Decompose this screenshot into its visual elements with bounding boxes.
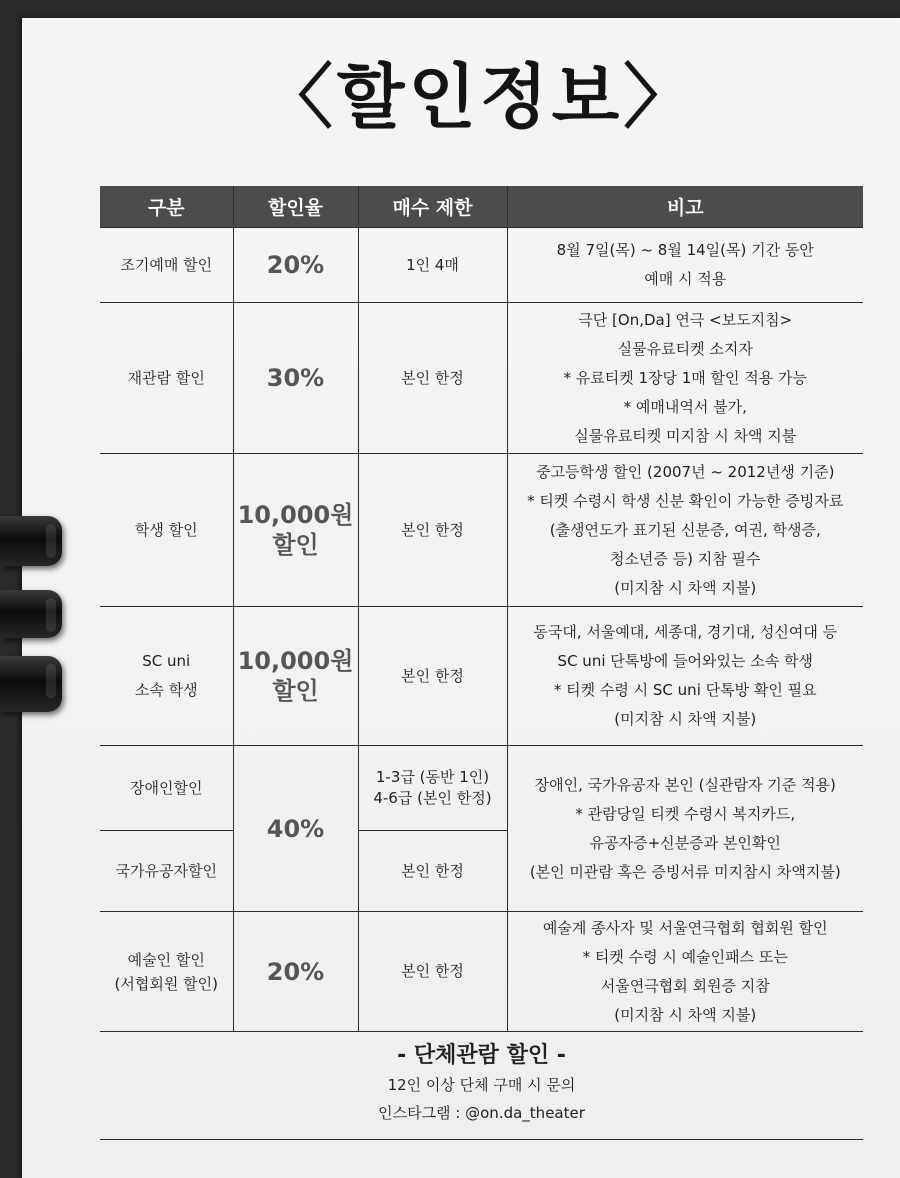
limit-cell: 본인 한정 — [358, 454, 507, 607]
table-row — [100, 746, 863, 831]
table-row — [100, 912, 863, 1032]
rate-cell: 20% — [233, 228, 358, 303]
discount-table — [100, 186, 863, 1032]
limit-cell: 1인 4매 — [358, 228, 507, 303]
category-cell: 학생 할인 — [100, 454, 233, 607]
header-category: 구분 — [100, 186, 233, 228]
limit-cell: 본인 한정 — [358, 912, 507, 1032]
header-limit: 매수 제한 — [358, 186, 507, 228]
group-discount-section — [100, 1033, 863, 1140]
limit-cell: 본인 한정 — [358, 303, 507, 454]
rate-cell: 10,000원 할인 — [233, 454, 358, 607]
table-row — [100, 303, 863, 454]
note-cell: 장애인, 국가유공자 본인 (실관람자 기준 적용) * 관람당일 티켓 수령시 복지카드, 유공자증+신분증과 본인확인 (본인 미관람 혹은 증빙서류 미지참시 차액지불) — [507, 746, 863, 912]
table-row — [100, 228, 863, 303]
group-discount-title: - 단체관람 할인 - — [397, 1043, 566, 1068]
page-title: 〈할인정보〉 — [262, 55, 698, 138]
category-cell: 국가유공자할인 — [100, 831, 233, 912]
rate-cell: 20% — [233, 912, 358, 1032]
table-row — [100, 454, 863, 607]
note-cell: 극단 [On,Da] 연극 <보도지침> 실물유료티켓 소지자 * 유료티켓 1장당 1매 할인 적용 가능 * 예매내역서 불가, 실물유료티켓 미지참 시 차액 지불 — [507, 303, 863, 454]
header-rate: 할인율 — [233, 186, 358, 228]
category-cell: 장애인할인 — [100, 746, 233, 831]
table-header-row — [100, 186, 863, 228]
group-inquiry-text: 12인 이상 단체 구매 시 문의 — [387, 1076, 576, 1094]
rate-cell: 30% — [233, 303, 358, 454]
category-cell: 재관람 할인 — [100, 303, 233, 454]
header-note: 비고 — [507, 186, 863, 228]
note-cell: 예술계 종사자 및 서울연극협회 협회원 할인 * 티켓 수령 시 예술인패스 또는 서울연극협회 회원증 지참 (미지참 시 차액 지불) — [507, 912, 863, 1032]
table-row — [100, 607, 863, 746]
binder-clip — [0, 590, 62, 638]
category-cell: 조기예매 할인 — [100, 228, 233, 303]
note-cell: 8월 7일(목) ~ 8월 14일(목) 기간 동안 예매 시 적용 — [507, 228, 863, 303]
instagram-handle: 인스타그램 : @on.da_theater — [378, 1104, 585, 1122]
category-cell: 예술인 할인 (서협회원 할인) — [100, 912, 233, 1032]
rate-cell: 40% — [233, 746, 358, 912]
binder-clip — [0, 656, 62, 712]
rate-cell: 10,000원 할인 — [233, 607, 358, 746]
limit-cell: 1-3급 (동반 1인) 4-6급 (본인 한정) — [358, 746, 507, 831]
note-cell: 중고등학생 할인 (2007년 ~ 2012년생 기준) * 티켓 수령시 학생 신분 확인이 가능한 증빙자료 (출생연도가 표기된 신분증, 여권, 학생증, 청소년증 등) 지참 필수 (미지참 시 차액 지불) — [507, 454, 863, 607]
limit-cell: 본인 한정 — [358, 831, 507, 912]
limit-cell: 본인 한정 — [358, 607, 507, 746]
note-cell: 동국대, 서울예대, 세종대, 경기대, 성신여대 등 SC uni 단톡방에 들어와있는 소속 학생 * 티켓 수령 시 SC uni 단톡방 확인 필요 (미지참 시 차액 지불) — [507, 607, 863, 746]
category-cell: SC uni 소속 학생 — [100, 607, 233, 746]
binder-clip — [0, 516, 62, 566]
